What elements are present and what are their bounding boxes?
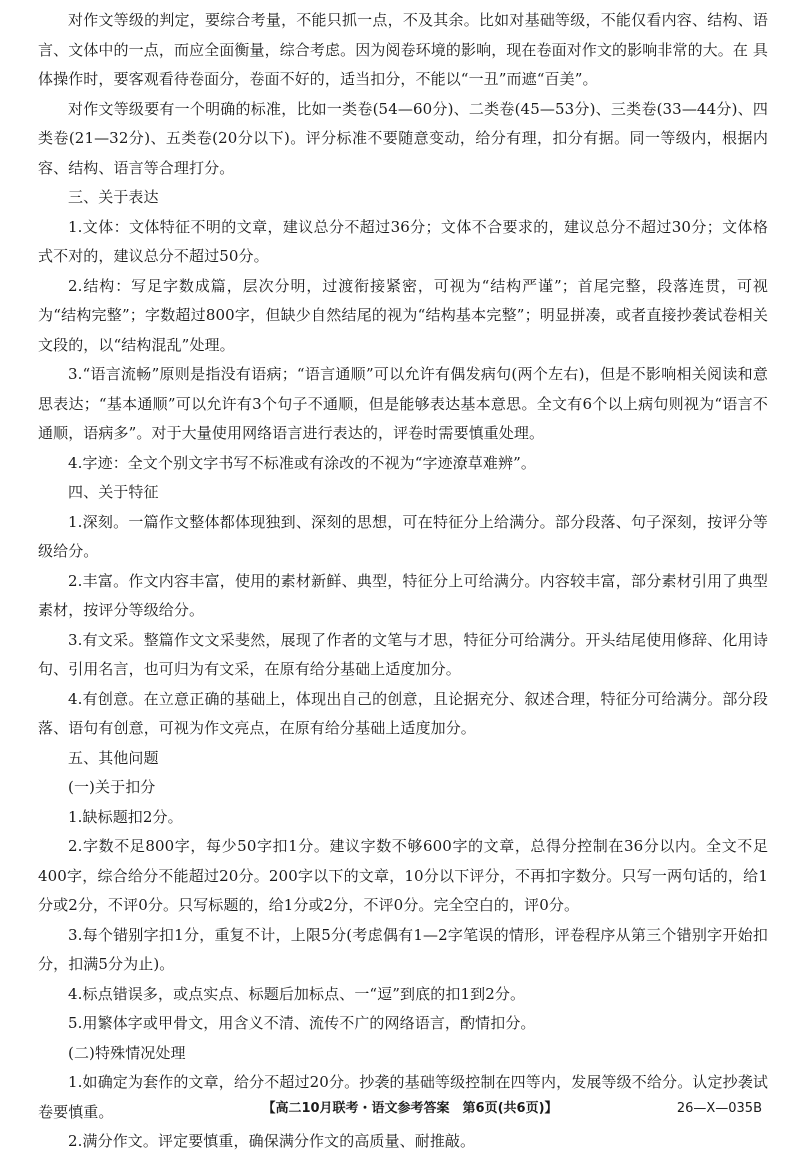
paragraph-punctuation: 4.标点错误多，或点实点、标题后加标点、一“逗”到底的扣1到2分。 <box>68 984 526 1003</box>
page-footer <box>0 1098 800 1120</box>
paragraph-traditional-chars: 5.用繁体字或甲骨文，用含义不清、流传不广的网络语言，酌情扣分。 <box>68 1014 536 1032</box>
paragraph-plagiarism: 1.如确定为套作的文章，给分不超过20分。抄袭的基础等级控制在四等内，发展等级不给分。认定抄袭试卷要慎重。 <box>38 1073 768 1121</box>
subsection-heading-special-cases: (二)特殊情况处理 <box>68 1043 186 1062</box>
paragraph-literary-grace: 3.有文采。整篇作文文采斐然，展现了作者的文笔与才思，特征分可给满分。开头结尾使用修辞、化用诗句、引用名言，也可归为有文采，在原有给分基础上适度加分。 <box>38 630 768 678</box>
paragraph-handwriting: 4.字迹：全文个别文字书写不标准或有涂改的不视为“字迹潦草难辨”。 <box>68 453 536 472</box>
document-body <box>38 6 768 1157</box>
paragraph-richness: 2.丰富。作文内容丰富，使用的素材新鲜、典型，特征分上可给满分。内容较丰富，部分素材引用了典型素材，按评分等级给分。 <box>38 571 768 619</box>
paragraph-typos: 3.每个错别字扣1分，重复不计，上限5分(考虑偶有1—2字笔误的情形，评卷程序从第三个错别字开始扣分，扣满5分为止)。 <box>38 925 768 973</box>
paragraph-creativity: 4.有创意。在立意正确的基础上，体现出自己的创意，且论据充分、叙述合理，特征分可给满分。部分段落、语句有创意，可视为作文亮点，在原有给分基础上适度加分。 <box>38 689 768 737</box>
paragraph-structure: 2.结构：写足字数成篇，层次分明，过渡衔接紧密，可视为“结构严谨”；首尾完整，段落连贯，可视为“结构完整”；字数超过800字，但缺少自然结尾的视为“结构基本完整”；明显拼凑，或者直接抄袭试卷相关文段的，以“结构混乱”处理。 <box>38 276 768 354</box>
section-heading-expression: 三、关于表达 <box>68 188 159 206</box>
paragraph-word-count: 2.字数不足800字，每少50字扣1分。建议字数不够600字的文章，总得分控制在36分以内。全文不足400字，综合给分不能超过20分。200字以下的文章，10分以下评分，不再扣字数分。只写一两句话的，给1分或2分，不评0分。只写标题的，给1分或2分，不评0分。完全空白的，评0分。 <box>38 837 768 914</box>
paragraph-depth: 1.深刻。一篇作文整体都体现独到、深刻的思想，可在特征分上给满分。部分段落、句子深刻，按评分等级给分。 <box>38 512 768 560</box>
footer-title: 【高二10月联考・语文参考答案 第6页(共6页)】 <box>262 1101 558 1116</box>
paragraph-style: 1.文体：文体特征不明的文章，建议总分不超过36分；文体不合要求的，建议总分不超过30分；文体格式不对的，建议总分不超过50分。 <box>38 217 768 265</box>
paragraph-full-score: 2.满分作文。评定要慎重，确保满分作文的高质量、耐推敲。 <box>68 1132 476 1150</box>
paragraph-grading-standard: 对作文等级要有一个明确的标准，比如一类卷(54—60分)、二类卷(45—53分)、三类卷(33—44分)、四类卷(21—32分)、五类卷(20分以下)。评分标准不要随意变动，给分有理，扣分有据。同一等级内，根据内容、结构、语言等合理打分。 <box>38 99 768 177</box>
paragraph-missing-title: 1.缺标题扣2分。 <box>68 807 183 826</box>
section-heading-other: 五、其他问题 <box>68 748 159 767</box>
subsection-heading-deductions: (一)关于扣分 <box>68 778 156 796</box>
section-heading-features: 四、关于特征 <box>68 483 159 501</box>
paragraph-language: 3.“语言流畅”原则是指没有语病；“语言通顺”可以允许有偶发病句(两个左右)，但是不影响相关阅读和意思表达；“基本通顺”可以允许有3个句子不通顺，但是能够表达基本意思。全文有6个以上病句则视为“语言不通顺，语病多”。对于大量使用网络语言进行表达的，评卷时需要慎重处理。 <box>38 365 768 442</box>
footer-code: 26—X—035B <box>676 1101 762 1116</box>
paragraph-grading-judgment: 对作文等级的判定，要综合考量，不能只抓一点，不及其余。比如对基础等级，不能仅看内容、结构、语言、文体中的一点，而应全面衡量，综合考虑。因为阅卷环境的影响，现在卷面对作文的影响非常的大。在 具体操作时，要客观看待卷面分，卷面不好的，适当扣分，不能以“一丑”而遮“百美”。 <box>38 11 768 88</box>
